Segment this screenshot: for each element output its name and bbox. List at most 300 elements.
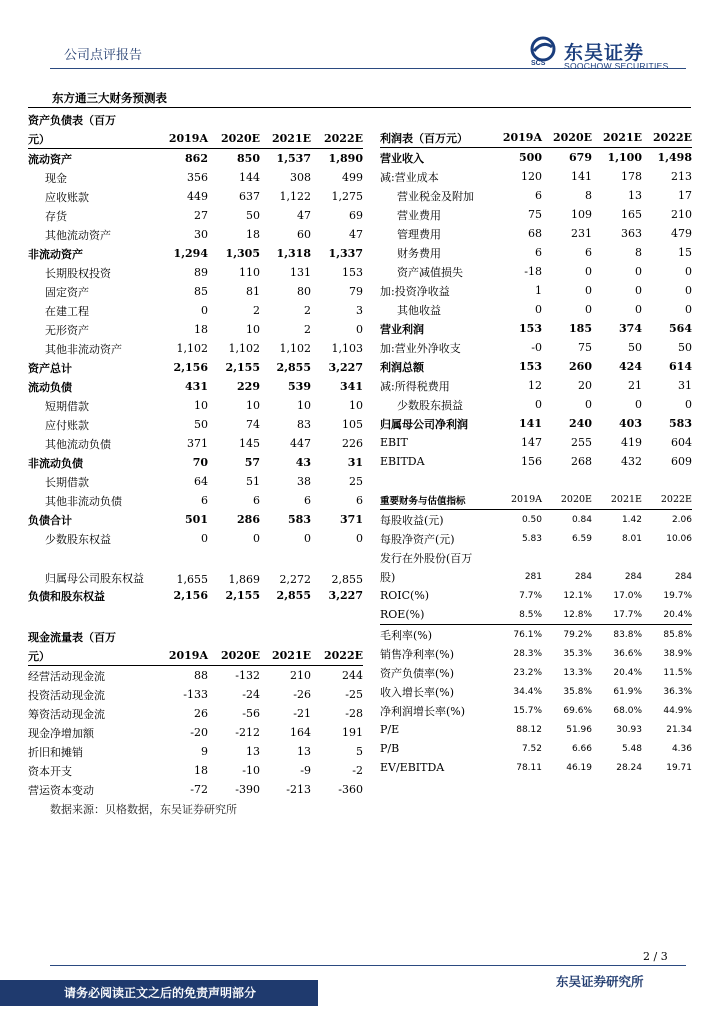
value-cell: -213 <box>286 783 311 796</box>
value-cell: 3,227 <box>328 589 363 602</box>
row-label: P/E <box>380 723 400 736</box>
value-cell: 0 <box>635 265 642 278</box>
income-statement-table <box>380 128 692 471</box>
table-row <box>28 491 363 510</box>
value-cell: 144 <box>239 171 260 184</box>
value-cell: 374 <box>619 322 642 335</box>
value-cell: 88 <box>194 669 208 682</box>
value-cell: 120 <box>521 170 542 183</box>
value-cell: 12 <box>528 379 542 392</box>
value-cell: 0.84 <box>571 514 592 525</box>
value-cell: 6 <box>585 246 592 259</box>
table-row <box>28 510 363 529</box>
value-cell: 500 <box>519 151 542 164</box>
value-cell: 61.9% <box>613 686 642 697</box>
row-label: 现金 <box>45 171 67 185</box>
value-cell: 27 <box>194 209 208 222</box>
column-header: 2022E <box>311 646 363 666</box>
value-cell: 1,337 <box>328 247 363 260</box>
table-row <box>380 376 692 395</box>
value-cell: 583 <box>669 417 692 430</box>
value-cell: 15.7% <box>513 705 542 716</box>
value-cell: 19.71 <box>666 762 692 773</box>
value-cell: 18 <box>246 228 260 241</box>
value-cell: 371 <box>187 437 208 450</box>
report-category: 公司点评报告 <box>64 48 143 63</box>
value-cell: 80 <box>297 285 311 298</box>
value-cell: 281 <box>524 571 542 582</box>
table-title: 利润表（百万元） <box>380 128 491 148</box>
row-label: 负债和股东权益 <box>28 589 105 603</box>
value-cell: 70 <box>192 456 208 469</box>
value-cell: 0 <box>635 398 642 411</box>
row-label: 营业收入 <box>380 151 424 165</box>
value-cell: 5.48 <box>621 743 642 754</box>
value-cell: 0 <box>201 532 208 545</box>
value-cell: 31 <box>678 379 692 392</box>
footer-rule <box>50 965 686 966</box>
header-rule <box>50 68 686 69</box>
value-cell: 6 <box>304 494 311 507</box>
value-cell: 431 <box>185 380 208 393</box>
value-cell: 850 <box>237 152 260 165</box>
value-cell: -360 <box>338 783 363 796</box>
value-cell: 28.24 <box>616 762 642 773</box>
value-cell: -56 <box>242 707 260 720</box>
value-cell: -212 <box>235 726 260 739</box>
value-cell: 255 <box>571 436 592 449</box>
value-cell: 501 <box>185 513 208 526</box>
value-cell: 43 <box>295 456 311 469</box>
value-cell: 1,102 <box>228 342 260 355</box>
page-number: 2 / 3 <box>643 950 668 963</box>
value-cell: 2,155 <box>225 361 260 374</box>
value-cell: 1,537 <box>276 152 311 165</box>
value-cell: 36.6% <box>613 648 642 659</box>
row-label: 营业利润 <box>380 322 424 336</box>
value-cell: 609 <box>671 455 692 468</box>
value-cell: 231 <box>571 227 592 240</box>
value-cell: 191 <box>342 726 363 739</box>
value-cell: 604 <box>671 436 692 449</box>
value-cell: 8.01 <box>621 533 642 544</box>
value-cell: 424 <box>619 360 642 373</box>
table-row <box>380 720 692 739</box>
table-row <box>28 742 363 761</box>
row-label: 每股收益(元) <box>380 513 444 527</box>
value-cell: 1,103 <box>331 342 363 355</box>
value-cell: 79 <box>349 285 363 298</box>
row-label: 短期借款 <box>45 399 89 413</box>
value-cell: -132 <box>235 669 260 682</box>
value-cell: 76.1% <box>491 625 542 645</box>
row-label: 经营活动现金流 <box>28 669 105 683</box>
value-cell: 153 <box>519 360 542 373</box>
row-label: 营业税金及附加 <box>397 189 474 203</box>
value-cell: 432 <box>621 455 642 468</box>
value-cell: 10.06 <box>666 533 692 544</box>
value-cell: 38.9% <box>663 648 692 659</box>
value-cell: 35.8% <box>563 686 592 697</box>
table-row <box>28 149 363 169</box>
table-row <box>380 548 692 567</box>
value-cell: 2.06 <box>671 514 692 525</box>
table-row <box>380 605 692 625</box>
row-label: 利润总额 <box>380 360 424 374</box>
value-cell: 260 <box>569 360 592 373</box>
table-row <box>28 358 363 377</box>
table-header-row <box>380 490 692 510</box>
value-cell: 6 <box>535 246 542 259</box>
value-cell: 7.52 <box>521 743 542 754</box>
table-row <box>28 472 363 491</box>
row-label: 非流动资产 <box>28 247 83 261</box>
value-cell: 7.7% <box>519 590 542 601</box>
value-cell: 85.8% <box>642 625 692 645</box>
value-cell: 2,155 <box>225 589 260 602</box>
value-cell: 8 <box>635 246 642 259</box>
value-cell: 141 <box>519 417 542 430</box>
value-cell: 78.11 <box>516 762 542 773</box>
value-cell: 0 <box>356 323 363 336</box>
row-label: 减:营业成本 <box>380 170 439 184</box>
value-cell: 2,855 <box>276 589 311 602</box>
row-label: P/B <box>380 742 400 755</box>
value-cell: 2,855 <box>331 573 363 586</box>
table-row <box>380 510 692 530</box>
value-cell: -0 <box>531 341 542 354</box>
value-cell: 21 <box>628 379 642 392</box>
value-cell: 185 <box>569 322 592 335</box>
row-label: 在建工程 <box>45 304 89 318</box>
column-header: 2020E <box>208 129 260 149</box>
value-cell: 4.36 <box>671 743 692 754</box>
value-cell: 50 <box>628 341 642 354</box>
value-cell: 6 <box>253 494 260 507</box>
value-cell: 18 <box>194 323 208 336</box>
value-cell: 47 <box>297 209 311 222</box>
value-cell: 36.3% <box>663 686 692 697</box>
value-cell: 26 <box>194 707 208 720</box>
research-institute: 东吴证券研究所 <box>556 974 644 989</box>
table-row <box>28 704 363 723</box>
row-label: 现金净增加额 <box>28 726 94 740</box>
value-cell: 50 <box>246 209 260 222</box>
value-cell: 583 <box>288 513 311 526</box>
value-cell: 449 <box>187 190 208 203</box>
value-cell: 6.66 <box>571 743 592 754</box>
value-cell: 539 <box>288 380 311 393</box>
value-cell: 20.4% <box>663 609 692 620</box>
table-header-row <box>380 128 692 148</box>
value-cell: -20 <box>190 726 208 739</box>
value-cell: 1,305 <box>225 247 260 260</box>
table-row <box>28 339 363 358</box>
value-cell: 268 <box>571 455 592 468</box>
value-cell: 88.12 <box>516 724 542 735</box>
value-cell: 13 <box>297 745 311 758</box>
table-header-row <box>28 646 363 666</box>
value-cell: 0 <box>585 398 592 411</box>
table-row <box>380 586 692 605</box>
value-cell: -25 <box>345 688 363 701</box>
value-cell: 105 <box>342 418 363 431</box>
table-title: 资产负债表（百万 <box>28 113 116 127</box>
row-label: 流动资产 <box>28 152 72 166</box>
soochow-logo-icon <box>528 36 558 66</box>
value-cell: 64 <box>194 475 208 488</box>
row-label: 毛利率(%) <box>380 625 491 645</box>
value-cell: 2,156 <box>173 361 208 374</box>
table-title-row <box>28 110 363 129</box>
table-row <box>380 338 692 357</box>
value-cell: 8.5% <box>519 609 542 620</box>
table-row <box>28 263 363 282</box>
value-cell: 17.7% <box>613 609 642 620</box>
value-cell: 51 <box>246 475 260 488</box>
row-label: 发行在外股份(百万 <box>380 551 473 565</box>
value-cell: -26 <box>293 688 311 701</box>
balance-sheet-table <box>28 110 363 605</box>
value-cell: 6.59 <box>571 533 592 544</box>
value-cell: 0 <box>535 398 542 411</box>
row-label: EBITDA <box>380 455 425 468</box>
value-cell: 69 <box>349 209 363 222</box>
row-label: 加:营业外净收支 <box>380 341 461 355</box>
value-cell: 165 <box>621 208 642 221</box>
table-row <box>28 723 363 742</box>
value-cell: 356 <box>187 171 208 184</box>
value-cell: 284 <box>574 571 592 582</box>
value-cell: -10 <box>242 764 260 777</box>
table-row <box>28 780 363 799</box>
table-row <box>28 187 363 206</box>
table-row <box>380 224 692 243</box>
value-cell: 0 <box>201 304 208 317</box>
value-cell: 1,655 <box>176 573 208 586</box>
row-label: 负债合计 <box>28 513 72 527</box>
value-cell: 0.50 <box>521 514 542 525</box>
value-cell: 131 <box>290 266 311 279</box>
table-row <box>380 758 692 777</box>
column-header: 2019A <box>491 128 542 148</box>
value-cell: 5.83 <box>521 533 542 544</box>
column-header: 2021E <box>260 129 311 149</box>
value-cell: 83.8% <box>592 625 642 645</box>
cash-flow-table <box>28 627 363 799</box>
value-cell: 68.0% <box>613 705 642 716</box>
value-cell: 0 <box>685 303 692 316</box>
key-metrics-table <box>380 490 692 777</box>
column-header: 2020E <box>542 490 592 510</box>
value-cell: 11.5% <box>663 667 692 678</box>
value-cell: 614 <box>669 360 692 373</box>
value-cell: 6 <box>356 494 363 507</box>
value-cell: 1,102 <box>176 342 208 355</box>
row-label: EBIT <box>380 436 408 449</box>
table-row <box>380 319 692 338</box>
table-row <box>28 529 363 548</box>
value-cell: 35.3% <box>563 648 592 659</box>
value-cell: 31 <box>347 456 363 469</box>
row-label: 销售净利率(%) <box>380 647 455 661</box>
value-cell: -390 <box>235 783 260 796</box>
column-header: 2022E <box>642 490 692 510</box>
table-row <box>380 262 692 281</box>
table-row <box>380 452 692 471</box>
row-label: 长期股权投资 <box>45 266 111 280</box>
row-label: 折旧和摊销 <box>28 745 83 759</box>
row-label: 固定资产 <box>45 285 89 299</box>
value-cell: 1,498 <box>657 151 692 164</box>
table-header-row <box>28 129 363 149</box>
table-row <box>380 663 692 682</box>
column-header: 2021E <box>592 490 642 510</box>
row-label: 其他流动资产 <box>45 228 111 242</box>
value-cell: 57 <box>244 456 260 469</box>
table-row <box>28 282 363 301</box>
row-label: 归属母公司净利润 <box>380 417 468 431</box>
row-label: 股) <box>380 570 396 584</box>
table-row <box>380 300 692 319</box>
row-label: 少数股东权益 <box>45 532 111 546</box>
value-cell: 13.3% <box>563 667 592 678</box>
value-cell: 284 <box>674 571 692 582</box>
column-header: 2019A <box>156 129 208 149</box>
value-cell: 20 <box>578 379 592 392</box>
value-cell: 75 <box>578 341 592 354</box>
value-cell: 499 <box>342 171 363 184</box>
value-cell: 341 <box>340 380 363 393</box>
column-header: 2021E <box>260 646 311 666</box>
value-cell: 50 <box>194 418 208 431</box>
value-cell: 403 <box>619 417 642 430</box>
table-title-cont: 元） <box>28 129 156 149</box>
column-header: 2021E <box>592 128 642 148</box>
value-cell: 0 <box>685 265 692 278</box>
value-cell: 89 <box>194 266 208 279</box>
value-cell: 6 <box>535 189 542 202</box>
value-cell: 147 <box>521 436 542 449</box>
value-cell: 10 <box>246 323 260 336</box>
value-cell: 110 <box>239 266 260 279</box>
value-cell: 637 <box>239 190 260 203</box>
column-header: 2019A <box>156 646 208 666</box>
table-row <box>380 205 692 224</box>
table-row <box>28 761 363 780</box>
row-label: EV/EBITDA <box>380 761 445 774</box>
value-cell: 25 <box>349 475 363 488</box>
row-label: 长期借款 <box>45 475 89 489</box>
row-label: 净利润增长率(%) <box>380 704 466 718</box>
value-cell: 679 <box>569 151 592 164</box>
value-cell: 1.42 <box>621 514 642 525</box>
value-cell: 3,227 <box>328 361 363 374</box>
column-header: 2020E <box>542 128 592 148</box>
value-cell: 145 <box>239 437 260 450</box>
value-cell: 210 <box>671 208 692 221</box>
value-cell: 229 <box>237 380 260 393</box>
table-row <box>380 701 692 720</box>
value-cell: 141 <box>571 170 592 183</box>
value-cell: 83 <box>297 418 311 431</box>
value-cell: 12.1% <box>563 590 592 601</box>
value-cell: 419 <box>621 436 642 449</box>
row-label: 应付账款 <box>45 418 89 432</box>
table-row <box>28 225 363 244</box>
row-label: 其他非流动资产 <box>45 342 122 356</box>
table-row <box>28 301 363 320</box>
row-label: 无形资产 <box>45 323 89 337</box>
value-cell: 3 <box>356 304 363 317</box>
table-row <box>28 666 363 686</box>
row-label: 少数股东损益 <box>397 398 463 412</box>
value-cell: 85 <box>194 285 208 298</box>
value-cell: 164 <box>290 726 311 739</box>
table-row <box>380 281 692 300</box>
row-label: ROIC(%) <box>380 589 430 602</box>
brand-name-en: SOOCHOW SECURITIES <box>564 61 669 71</box>
row-label: 资产减值损失 <box>397 265 463 279</box>
row-label: 管理费用 <box>397 227 441 241</box>
value-cell: 1,122 <box>279 190 311 203</box>
value-cell: 0 <box>685 398 692 411</box>
value-cell: 44.9% <box>663 705 692 716</box>
row-label: 营业费用 <box>397 208 441 222</box>
value-cell: 2,855 <box>276 361 311 374</box>
value-cell: 69.6% <box>563 705 592 716</box>
value-cell: 68 <box>528 227 542 240</box>
value-cell: -21 <box>293 707 311 720</box>
brand-logo <box>528 36 678 76</box>
value-cell: 308 <box>290 171 311 184</box>
value-cell: 12.8% <box>563 609 592 620</box>
table-title-cont: 元） <box>28 646 156 666</box>
value-cell: 1,294 <box>173 247 208 260</box>
value-cell: 284 <box>624 571 642 582</box>
value-cell: -133 <box>183 688 208 701</box>
row-label: 流动负债 <box>28 380 72 394</box>
value-cell: 2 <box>304 304 311 317</box>
table-row <box>28 453 363 472</box>
value-cell: 10 <box>246 399 260 412</box>
table-row <box>28 244 363 263</box>
table-row <box>380 433 692 452</box>
value-cell: 2,156 <box>173 589 208 602</box>
table-row <box>380 567 692 586</box>
row-label: ROE(%) <box>380 608 425 621</box>
table-title-row <box>28 627 363 646</box>
value-cell: -72 <box>190 783 208 796</box>
value-cell: 10 <box>194 399 208 412</box>
row-label: 加:投资净收益 <box>380 284 450 298</box>
value-cell: 2 <box>253 304 260 317</box>
value-cell: 75 <box>528 208 542 221</box>
value-cell: 213 <box>671 170 692 183</box>
value-cell: 109 <box>571 208 592 221</box>
value-cell: 156 <box>521 455 542 468</box>
value-cell: 74 <box>246 418 260 431</box>
value-cell: 28.3% <box>513 648 542 659</box>
row-label: 财务费用 <box>397 246 441 260</box>
value-cell: -2 <box>352 764 363 777</box>
value-cell: 19.7% <box>663 590 692 601</box>
table-row <box>380 739 692 758</box>
value-cell: 46.19 <box>566 762 592 773</box>
value-cell: 0 <box>585 265 592 278</box>
table-row <box>380 243 692 262</box>
disclaimer-text: 请务必阅读正文之后的免责声明部分 <box>64 986 257 1000</box>
